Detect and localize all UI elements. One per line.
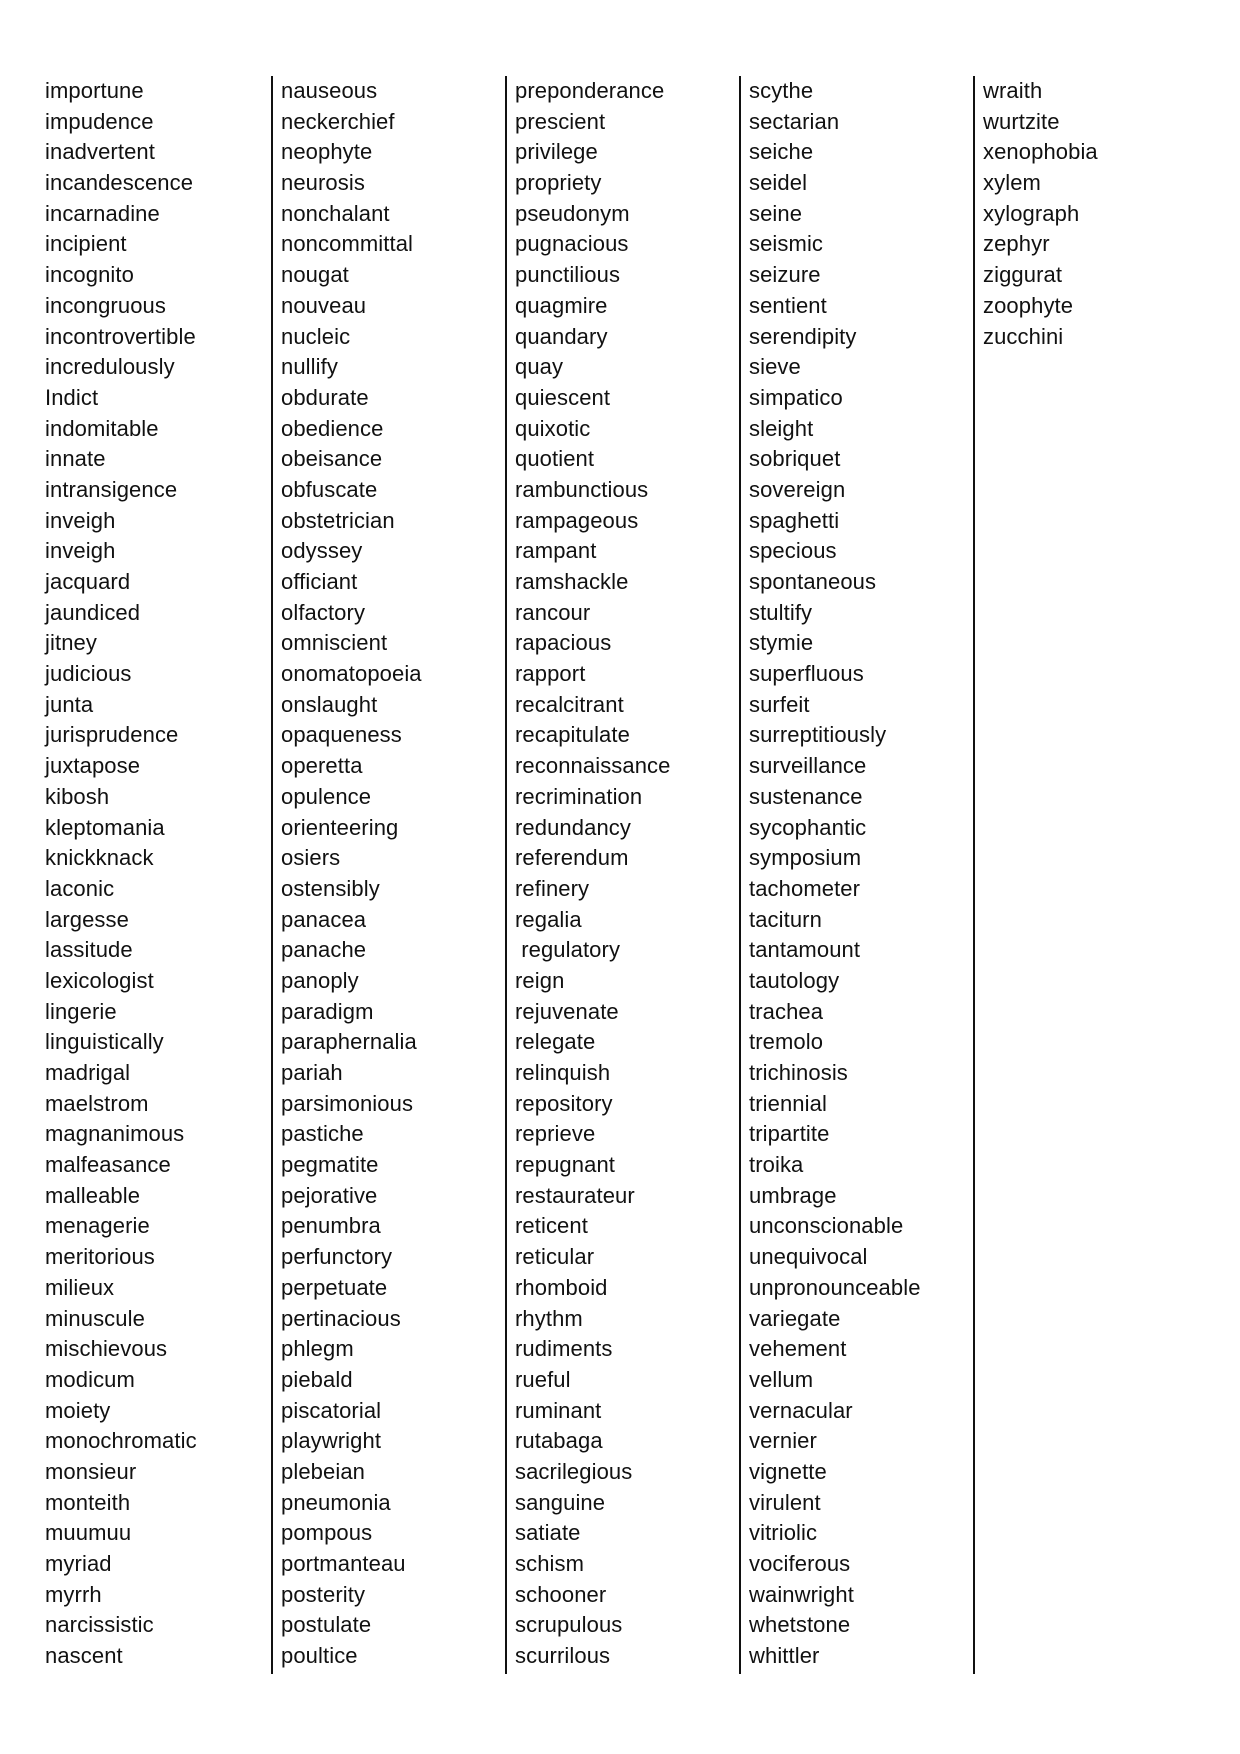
word-entry: vernacular: [749, 1397, 853, 1423]
word-entry: symposium: [749, 845, 862, 871]
word-entry: nascent: [45, 1643, 123, 1669]
word-entry: ruminant: [515, 1397, 602, 1423]
word-entry: satiate: [515, 1520, 581, 1546]
word-entry: vernier: [749, 1428, 817, 1454]
word-entry: wraith: [983, 78, 1043, 103]
word-entry: Indict: [45, 384, 99, 410]
word-entry: noncommittal: [281, 231, 414, 257]
word-entry: tripartite: [749, 1121, 830, 1147]
word-list: [515, 76, 739, 1672]
word-entry: jurisprudence: [45, 722, 179, 748]
word-entry: postulate: [281, 1612, 372, 1638]
word-entry: reign: [515, 967, 565, 993]
word-entry: incandescence: [45, 170, 194, 196]
word-entry: panoply: [281, 967, 359, 993]
word-entry: whittler: [749, 1643, 820, 1669]
word-entry: preponderance: [515, 78, 665, 103]
word-entry: variegate: [749, 1305, 841, 1331]
word-entry: pugnacious: [515, 231, 629, 257]
word-list: [281, 76, 505, 1672]
word-entry: linguistically: [45, 1029, 164, 1055]
word-entry: trachea: [749, 998, 824, 1024]
word-entry: nucleic: [281, 323, 351, 349]
word-entry: monochromatic: [45, 1428, 197, 1454]
word-entry: superfluous: [749, 661, 864, 687]
word-entry: monteith: [45, 1489, 131, 1515]
word-entry: incarnadine: [45, 200, 160, 226]
word-entry: plebeian: [281, 1458, 365, 1484]
word-entry: privilege: [515, 139, 598, 165]
word-entry: laconic: [45, 875, 115, 901]
word-entry: penumbra: [281, 1213, 381, 1239]
word-entry: prescient: [515, 108, 606, 134]
word-entry: rampageous: [515, 507, 639, 533]
word-entry: neckerchief: [281, 108, 395, 134]
word-entry: sovereign: [749, 476, 846, 502]
word-entry: zephyr: [983, 231, 1050, 257]
word-entry: myriad: [45, 1551, 112, 1576]
word-entry: seiche: [749, 139, 814, 165]
word-entry: stymie: [749, 630, 814, 656]
word-entry: scrupulous: [515, 1612, 623, 1638]
word-entry: odyssey: [281, 538, 363, 564]
word-entry: repugnant: [515, 1152, 615, 1178]
word-entry: troika: [749, 1152, 804, 1178]
word-entry: reprieve: [515, 1121, 596, 1147]
word-entry: indomitable: [45, 415, 159, 441]
word-entry: pseudonym: [515, 200, 630, 226]
word-entry: incredulously: [45, 354, 175, 380]
word-entry: incognito: [45, 262, 134, 288]
word-entry: obedience: [281, 415, 384, 441]
word-entry: pertinacious: [281, 1305, 401, 1331]
word-entry: vellum: [749, 1366, 814, 1392]
word-entry: triennial: [749, 1090, 827, 1116]
word-entry: punctilious: [515, 262, 621, 288]
word-entry: surveillance: [749, 753, 867, 779]
word-entry: piebald: [281, 1366, 353, 1392]
word-entry: mischievous: [45, 1336, 168, 1362]
word-entry: perpetuate: [281, 1274, 388, 1300]
word-list: [983, 76, 1207, 352]
word-entry: whetstone: [749, 1612, 851, 1638]
word-entry: moiety: [45, 1397, 111, 1423]
word-entry: quiescent: [515, 384, 611, 410]
word-entry: wainwright: [749, 1581, 854, 1607]
word-entry: repository: [515, 1090, 613, 1116]
word-entry: magnanimous: [45, 1121, 185, 1147]
word-entry: lassitude: [45, 937, 133, 963]
word-entry: rueful: [515, 1366, 571, 1392]
word-entry: minuscule: [45, 1305, 145, 1331]
word-entry: inveigh: [45, 538, 116, 564]
word-entry: quagmire: [515, 292, 608, 318]
word-entry: importune: [45, 78, 144, 103]
word-entry: sleight: [749, 415, 814, 441]
word-entry: quay: [515, 354, 564, 380]
word-entry: vignette: [749, 1458, 827, 1484]
word-entry: judicious: [45, 661, 132, 687]
word-entry: zucchini: [983, 323, 1064, 349]
word-entry: relinquish: [515, 1060, 611, 1085]
word-entry: tremolo: [749, 1029, 824, 1055]
word-entry: redundancy: [515, 814, 631, 840]
word-entry: vehement: [749, 1336, 847, 1362]
word-entry: pneumonia: [281, 1489, 391, 1515]
word-entry: paradigm: [281, 998, 374, 1024]
word-entry: monsieur: [45, 1458, 137, 1484]
word-entry: pompous: [281, 1520, 373, 1546]
word-entry: milieux: [45, 1274, 115, 1300]
word-entry: perfunctory: [281, 1244, 393, 1270]
word-entry: rudiments: [515, 1336, 613, 1362]
word-entry: muumuu: [45, 1520, 132, 1546]
word-entry: propriety: [515, 170, 602, 196]
word-entry: omniscient: [281, 630, 388, 656]
word-entry: junta: [45, 691, 94, 717]
word-entry: neophyte: [281, 139, 373, 165]
word-entry: quixotic: [515, 415, 591, 441]
word-entry: quotient: [515, 446, 595, 472]
word-entry: impudence: [45, 108, 154, 134]
word-entry: poultice: [281, 1643, 358, 1669]
word-entry: umbrage: [749, 1182, 837, 1208]
word-entry: knickknack: [45, 845, 154, 871]
word-entry: kleptomania: [45, 814, 165, 840]
word-column-3: [505, 76, 739, 1674]
word-entry: maelstrom: [45, 1090, 149, 1116]
word-entry: sustenance: [749, 783, 863, 809]
word-entry: nougat: [281, 262, 349, 288]
word-entry: operetta: [281, 753, 363, 779]
word-entry: scythe: [749, 78, 814, 103]
word-entry: parsimonious: [281, 1090, 414, 1116]
word-entry: obeisance: [281, 446, 383, 472]
word-entry: malleable: [45, 1182, 141, 1208]
word-entry: recapitulate: [515, 722, 630, 748]
word-entry: spaghetti: [749, 507, 840, 533]
word-entry: opulence: [281, 783, 372, 809]
word-entry: ostensibly: [281, 875, 380, 901]
word-entry: rhythm: [515, 1305, 583, 1331]
word-entry: orienteering: [281, 814, 399, 840]
word-entry: rampant: [515, 538, 597, 564]
word-entry: spontaneous: [749, 569, 877, 594]
word-entry: narcissistic: [45, 1612, 154, 1638]
word-entry: refinery: [515, 875, 590, 901]
word-entry: xylem: [983, 170, 1041, 196]
word-entry: pegmatite: [281, 1152, 379, 1178]
word-entry: playwright: [281, 1428, 382, 1454]
word-entry: olfactory: [281, 599, 366, 625]
word-column-4: [739, 76, 973, 1674]
word-entry: scurrilous: [515, 1643, 611, 1669]
word-entry: panache: [281, 937, 367, 963]
word-entry: nonchalant: [281, 200, 390, 226]
word-entry: vitriolic: [749, 1520, 818, 1546]
word-column-1: [37, 76, 271, 1674]
word-entry: innate: [45, 446, 106, 472]
word-entry: stultify: [749, 599, 813, 625]
word-entry: nauseous: [281, 78, 378, 103]
word-entry: modicum: [45, 1366, 135, 1392]
word-entry: meritorious: [45, 1244, 155, 1270]
word-entry: lexicologist: [45, 967, 154, 993]
word-entry: paraphernalia: [281, 1029, 417, 1055]
word-entry: sanguine: [515, 1489, 606, 1515]
word-entry: osiers: [281, 845, 341, 871]
word-entry: seizure: [749, 262, 821, 288]
word-list: [749, 76, 973, 1672]
word-entry: rapport: [515, 661, 586, 687]
word-entry: kibosh: [45, 783, 110, 809]
word-entry: inadvertent: [45, 139, 155, 165]
word-column-5: [973, 76, 1207, 1674]
word-entry: serendipity: [749, 323, 857, 349]
word-entry: ramshackle: [515, 569, 629, 594]
word-entry: obdurate: [281, 384, 369, 410]
word-entry: pastiche: [281, 1121, 364, 1147]
word-entry: nouveau: [281, 292, 367, 318]
word-entry: surreptitiously: [749, 722, 887, 748]
word-entry: recalcitrant: [515, 691, 624, 717]
word-entry: sycophantic: [749, 814, 867, 840]
word-entry: malfeasance: [45, 1152, 171, 1178]
word-entry: onslaught: [281, 691, 378, 717]
word-entry: referendum: [515, 845, 629, 871]
word-entry: reconnaissance: [515, 753, 671, 779]
word-entry: rambunctious: [515, 476, 649, 502]
word-entry: wurtzite: [983, 108, 1060, 134]
word-entry: ziggurat: [983, 262, 1063, 288]
word-entry: myrrh: [45, 1581, 102, 1607]
word-entry: virulent: [749, 1489, 821, 1515]
word-entry: rutabaga: [515, 1428, 603, 1454]
word-entry: incongruous: [45, 292, 166, 318]
word-entry: rejuvenate: [515, 998, 619, 1024]
word-entry: nullify: [281, 354, 338, 380]
word-entry: tantamount: [749, 937, 861, 963]
word-entry: sacrilegious: [515, 1458, 633, 1484]
word-entry: tachometer: [749, 875, 861, 901]
word-entry: neurosis: [281, 170, 365, 196]
word-entry: jitney: [45, 630, 97, 656]
word-entry: zoophyte: [983, 292, 1074, 318]
word-entry: taciturn: [749, 906, 822, 932]
word-entry: sobriquet: [749, 446, 841, 472]
word-entry: surfeit: [749, 691, 810, 717]
word-entry: onomatopoeia: [281, 661, 422, 687]
word-entry: obstetrician: [281, 507, 395, 533]
word-column-2: [271, 76, 505, 1674]
word-entry: restaurateur: [515, 1182, 635, 1208]
word-entry: quandary: [515, 323, 608, 349]
word-entry: portmanteau: [281, 1551, 406, 1576]
word-entry: largesse: [45, 906, 129, 932]
word-entry: unpronounceable: [749, 1274, 921, 1300]
word-list: [45, 76, 271, 1672]
word-entry: schooner: [515, 1581, 607, 1607]
word-entry: regulatory: [515, 937, 621, 963]
word-entry: unconscionable: [749, 1213, 904, 1239]
word-entry: panacea: [281, 906, 367, 932]
word-entry: obfuscate: [281, 476, 378, 502]
word-entry: rapacious: [515, 630, 612, 656]
word-entry: piscatorial: [281, 1397, 382, 1423]
word-entry: seine: [749, 200, 803, 226]
word-entry: phlegm: [281, 1336, 354, 1362]
word-entry: incontrovertible: [45, 323, 196, 349]
word-entry: recrimination: [515, 783, 643, 809]
word-entry: officiant: [281, 569, 358, 594]
word-entry: regalia: [515, 906, 582, 932]
word-entry: madrigal: [45, 1060, 131, 1085]
word-entry: pariah: [281, 1060, 343, 1085]
word-entry: intransigence: [45, 476, 178, 502]
word-entry: seidel: [749, 170, 808, 196]
word-entry: reticular: [515, 1244, 595, 1270]
word-entry: simpatico: [749, 384, 843, 410]
word-entry: rhomboid: [515, 1274, 608, 1300]
word-entry: vociferous: [749, 1551, 851, 1576]
word-entry: seismic: [749, 231, 824, 257]
word-entry: jaundiced: [45, 599, 141, 625]
word-entry: opaqueness: [281, 722, 402, 748]
word-entry: xylograph: [983, 200, 1080, 226]
word-entry: xenophobia: [983, 139, 1098, 165]
word-entry: sentient: [749, 292, 827, 318]
word-entry: reticent: [515, 1213, 588, 1239]
word-entry: schism: [515, 1551, 585, 1576]
word-entry: sectarian: [749, 108, 840, 134]
word-entry: rancour: [515, 599, 591, 625]
word-entry: menagerie: [45, 1213, 150, 1239]
word-entry: juxtapose: [45, 753, 141, 779]
word-entry: specious: [749, 538, 837, 564]
word-entry: tautology: [749, 967, 840, 993]
word-entry: trichinosis: [749, 1060, 848, 1085]
word-entry: jacquard: [45, 569, 131, 594]
word-entry: unequivocal: [749, 1244, 868, 1270]
word-entry: relegate: [515, 1029, 596, 1055]
word-entry: inveigh: [45, 507, 116, 533]
word-entry: lingerie: [45, 998, 117, 1024]
word-entry: incipient: [45, 231, 127, 257]
word-entry: sieve: [749, 354, 801, 380]
word-entry: pejorative: [281, 1182, 378, 1208]
word-entry: posterity: [281, 1581, 366, 1607]
